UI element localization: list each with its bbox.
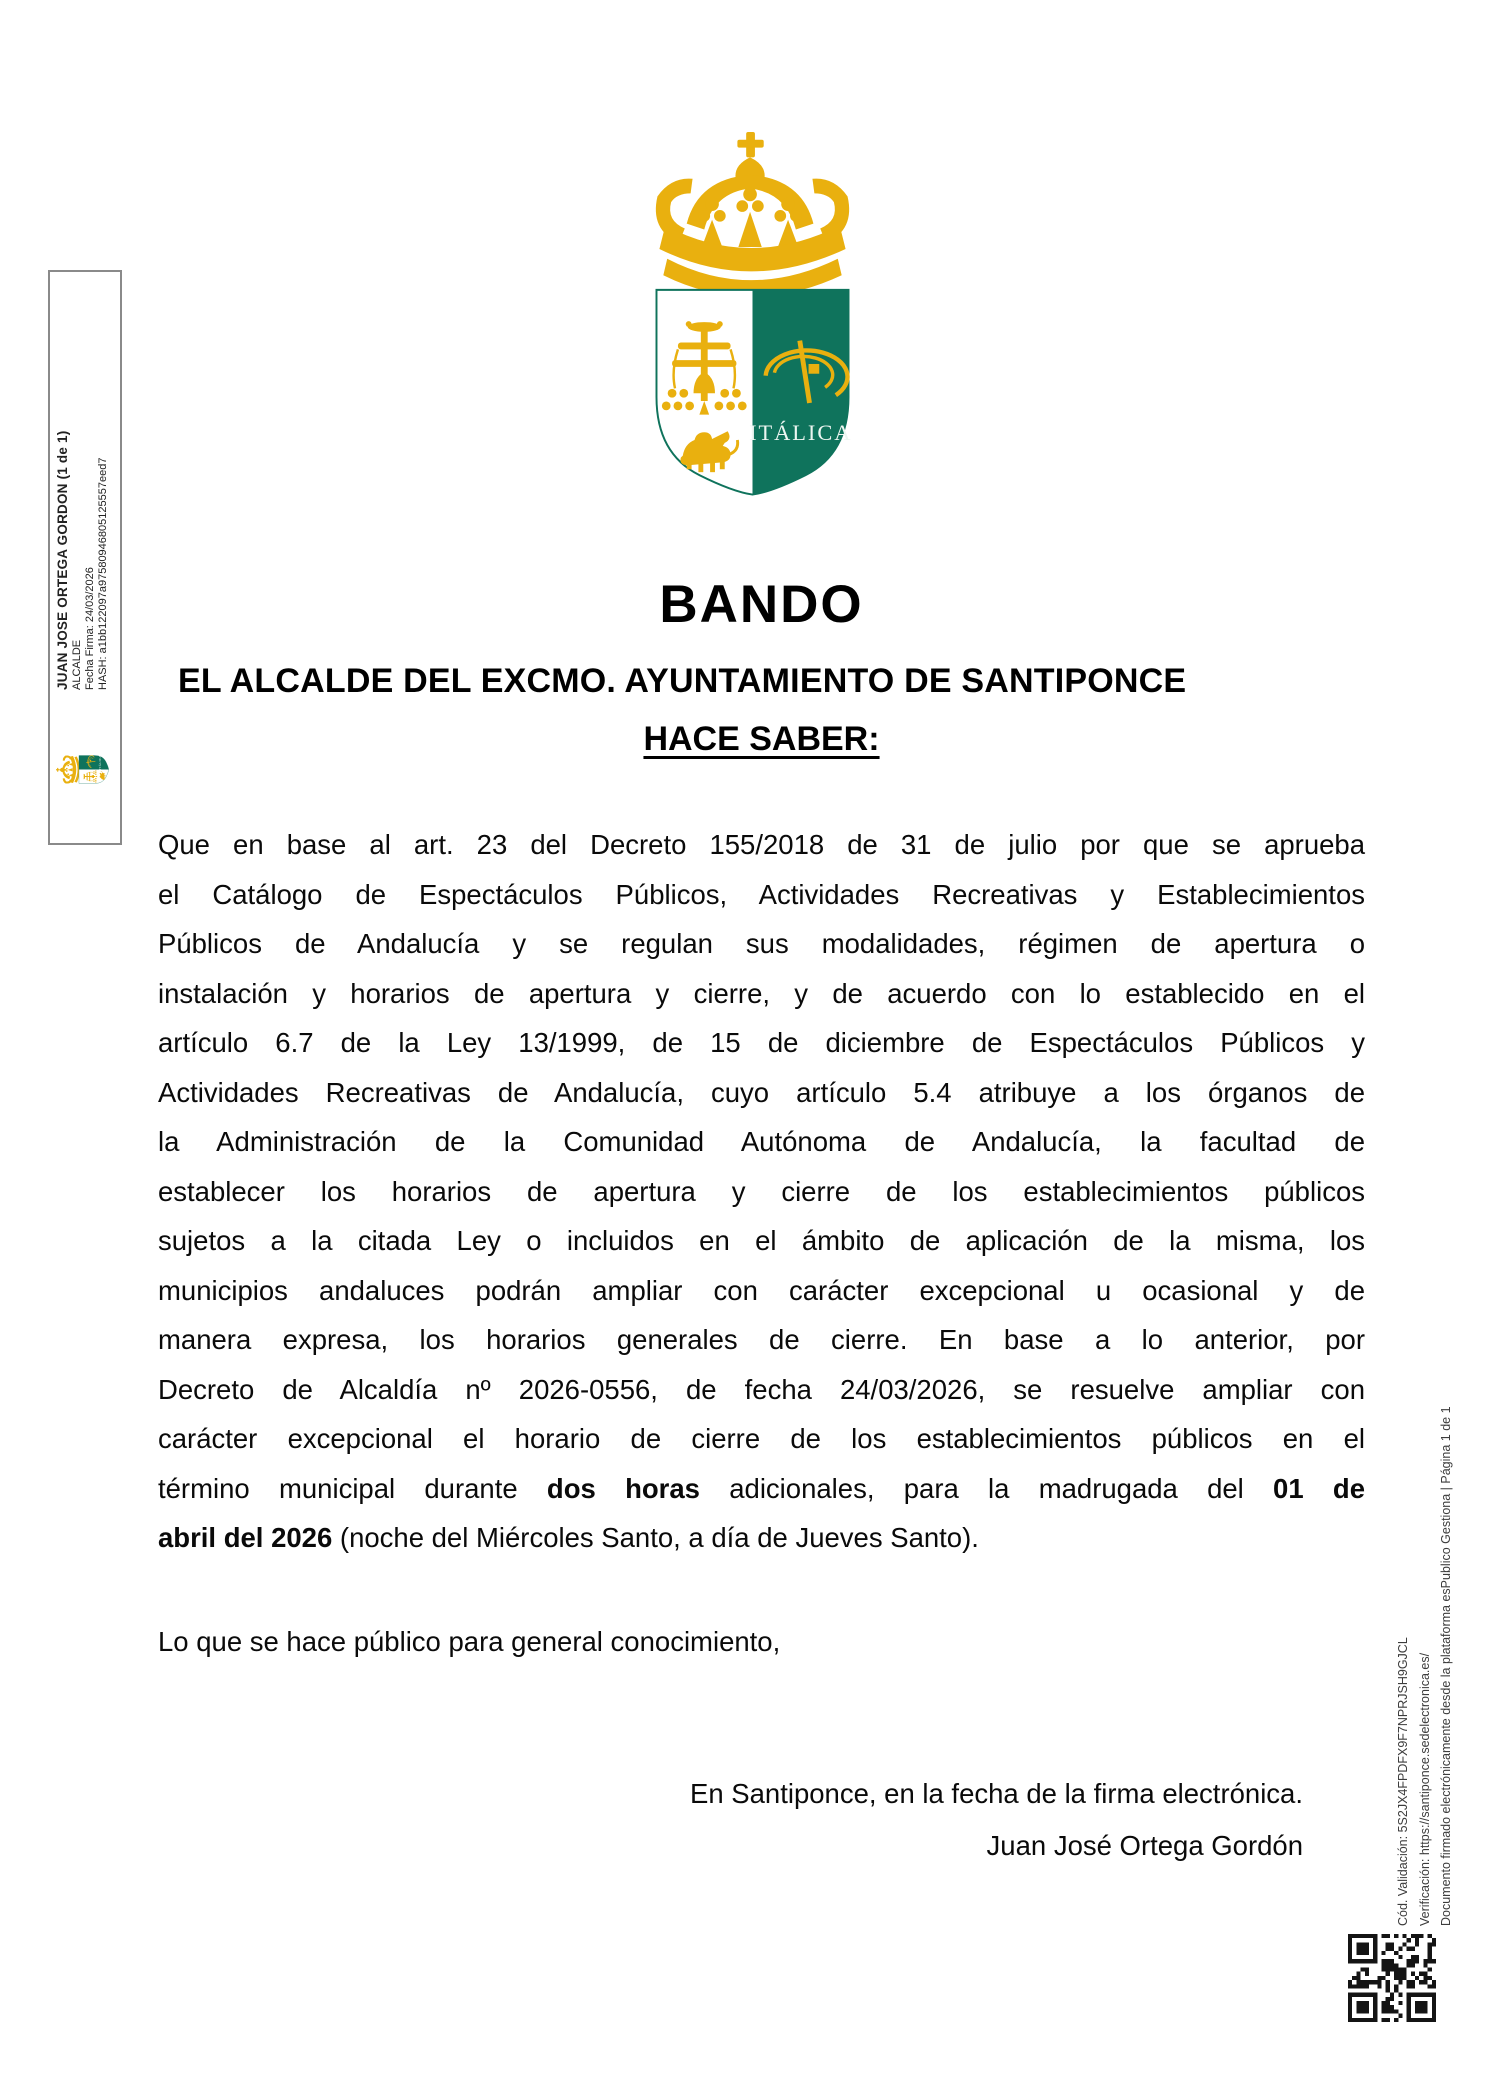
signed-platform-note: Documento firmado electrónicamente desde la plataforma esPublico Gestiona | Página 1 de 1 — [1439, 1406, 1453, 1926]
body-line: sujetos a la citada Ley o incluidos en el ámbito de aplicación de la misma, los — [158, 1225, 1365, 1256]
santiponce-coat-of-arms — [645, 132, 860, 517]
qr-code — [1348, 1934, 1436, 2022]
signature-stamp-rotated — [48, 270, 122, 845]
signer-role: ALCALDE — [71, 639, 83, 690]
body-line: término municipal durante dos horas adicionales, para la madrugada del 01 de — [158, 1472, 1365, 1504]
body-line: carácter excepcional el horario de cierre de los establecimientos públicos en el — [158, 1423, 1365, 1454]
body-line: Decreto de Alcaldía nº 2026-0556, de fecha 24/03/2026, se resuelve ampliar con — [158, 1373, 1365, 1405]
body-line: Públicos de Andalucía y se regulan sus modalidades, régimen de apertura o — [158, 928, 1365, 959]
signature-stamp-text — [48, 270, 110, 690]
body-line: establecer los horarios de apertura y cierre de los establecimientos públicos — [158, 1175, 1365, 1207]
closing-place-line: En Santiponce, en la fecha de la firma electrónica. — [689, 1778, 1303, 1809]
validation-sidebar-rotated — [1393, 1266, 1460, 1926]
stamp-crest-icon — [56, 751, 112, 788]
hace-saber-heading — [158, 720, 1365, 759]
body-line: municipios andaluces podrán ampliar con carácter excepcional u ocasional y de — [158, 1274, 1365, 1306]
closing-block — [158, 1768, 1303, 1872]
body-paragraph — [158, 820, 1365, 1563]
signature-date: Fecha Firma: 24/03/2026 — [84, 567, 96, 690]
publication-line: Lo que se hace público para general conocimiento, — [158, 1626, 781, 1657]
signer-name: JUAN JOSE ORTEGA GORDON (1 de 1) — [55, 430, 70, 690]
hace-saber-text: HACE SABER: — [643, 720, 880, 758]
closing-signer-name: Juan José Ortega Gordón — [986, 1830, 1303, 1861]
subtitle: EL ALCALDE DEL EXCMO. AYUNTAMIENTO DE SANTIPONCE — [178, 662, 1187, 700]
body-line: abril del 2026 (noche del Miércoles Santo, a día de Jueves Santo). — [158, 1522, 979, 1553]
page-title: BANDO — [659, 575, 864, 634]
body-line: el Catálogo de Espectáculos Públicos, Actividades Recreativas y Establecimientos — [158, 878, 1365, 910]
body-line: instalación y horarios de apertura y cierre, y de acuerdo con lo establecido en el — [158, 977, 1365, 1009]
signature-hash: HASH: a1bb122097a97580946805125557eed7 — [97, 457, 109, 690]
body-line: Que en base al art. 23 del Decreto 155/2018 de 31 de julio por que se aprueba — [158, 829, 1365, 860]
body-line: la Administración de la Comunidad Autónoma de Andalucía, la facultad de — [158, 1126, 1365, 1157]
validation-code: Cód. Validación: 5S2JX4FPDFX9F7NPRJSH9GJCL — [1396, 1637, 1410, 1926]
body-line: manera expresa, los horarios generales de cierre. En base a lo anterior, por — [158, 1324, 1365, 1355]
body-line: Actividades Recreativas de Andalucía, cuyo artículo 5.4 atribuye a los órganos de — [158, 1076, 1365, 1108]
body-line: artículo 6.7 de la Ley 13/1999, de 15 de diciembre de Espectáculos Públicos y — [158, 1027, 1365, 1058]
verification-url: Verificación: https://santiponce.sedelectronica.es/ — [1417, 1652, 1432, 1926]
